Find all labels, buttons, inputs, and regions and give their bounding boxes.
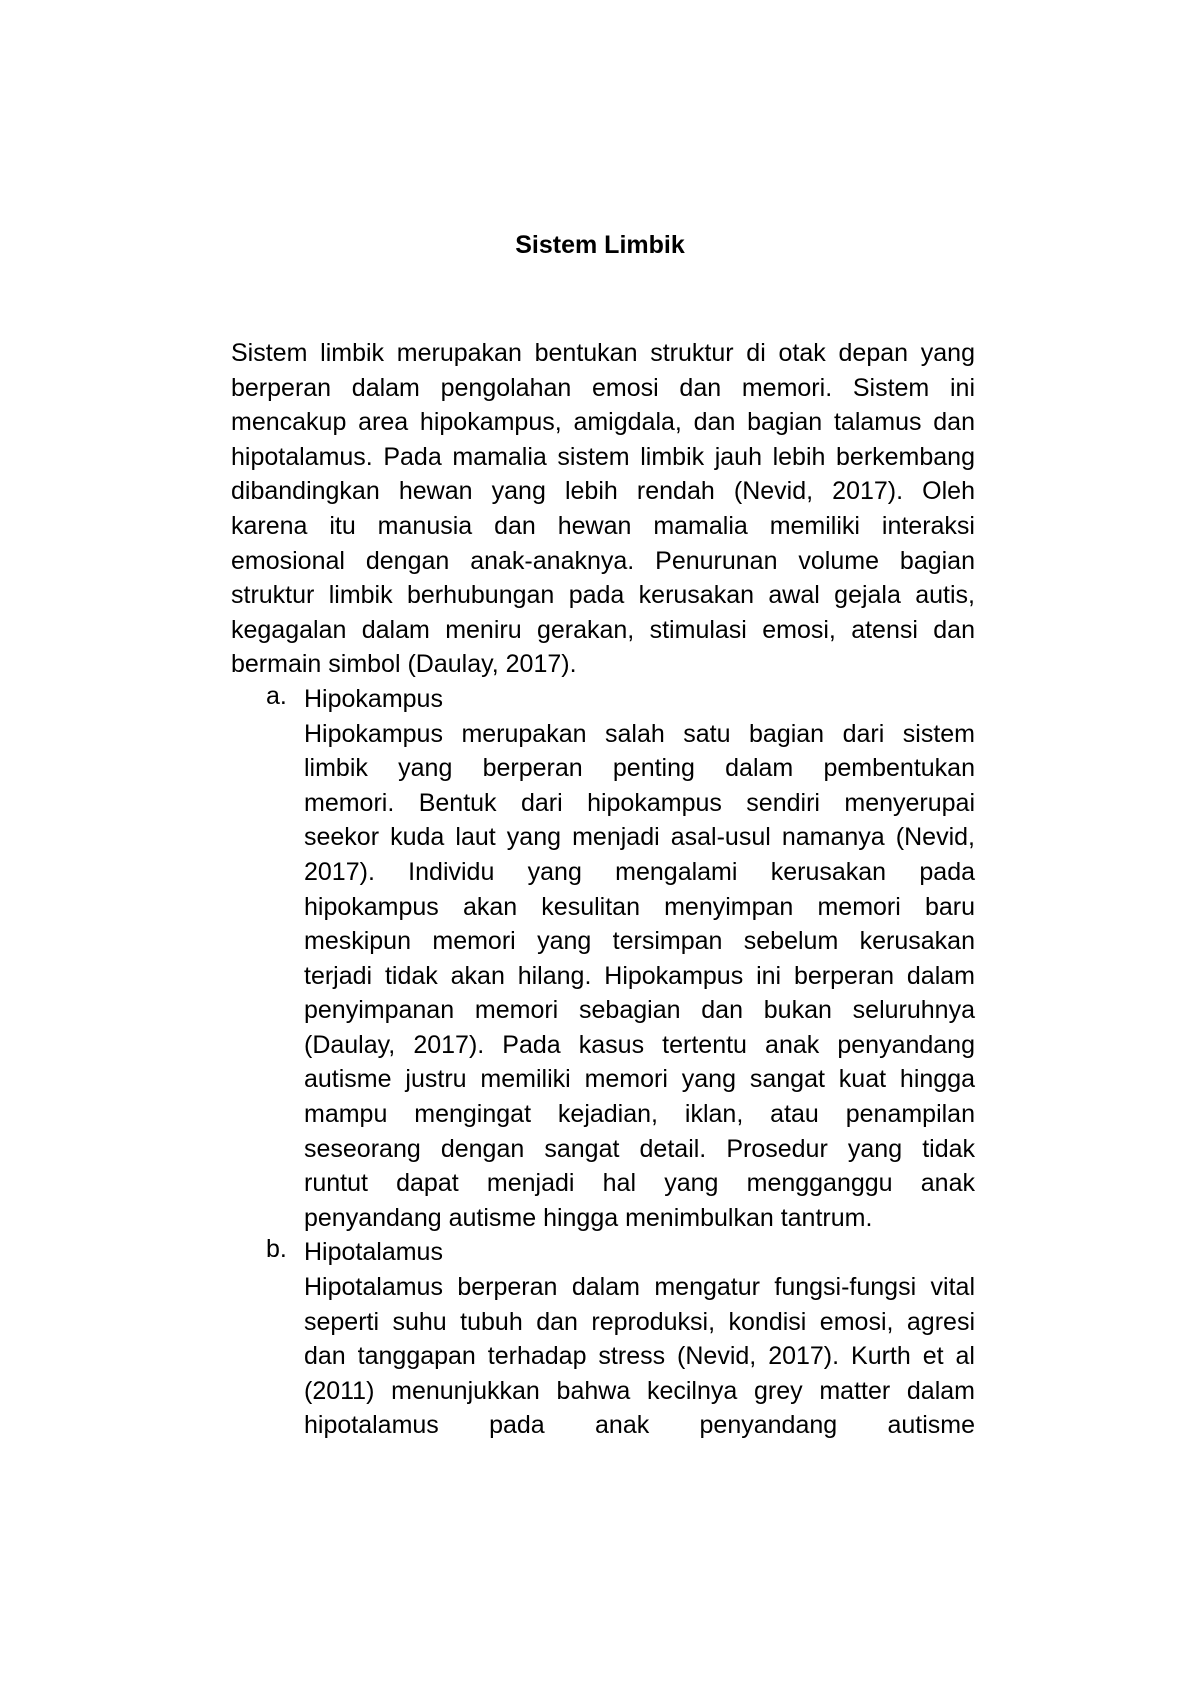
text-line: (2011) menunjukkan bahwa kecilnya grey matter dalam: [304, 1376, 975, 1405]
text-line: memori. Bentuk dari hipokampus sendiri menyerupai: [304, 788, 975, 817]
text-line: mampu mengingat kejadian, iklan, atau penampilan: [304, 1100, 975, 1129]
text-line: hipotalamus pada anak penyandang autisme: [304, 1411, 975, 1440]
text-line: mencakup area hipokampus, amigdala, dan bagian talamus dan: [231, 408, 975, 437]
text-line: struktur limbik berhubungan pada kerusakan awal gejala autis,: [231, 581, 975, 610]
text-line: terjadi tidak akan hilang. Hipokampus ini berperan dalam: [304, 961, 975, 990]
text-line: hipokampus akan kesulitan menyimpan memori baru: [304, 892, 975, 921]
text-line: penyimpanan memori sebagian dan bukan seluruhnya: [304, 996, 975, 1025]
text-line: 2017). Individu yang mengalami kerusakan pada: [304, 857, 975, 886]
text-line: berperan dalam pengolahan emosi dan memori. Sistem ini: [231, 373, 975, 402]
text-line: dibandingkan hewan yang lebih rendah (Nevid, 2017). Oleh: [231, 477, 975, 506]
text-line: (Daulay, 2017). Pada kasus tertentu anak penyandang: [304, 1030, 975, 1059]
text-line: limbik yang berperan penting dalam pembentukan: [304, 754, 975, 783]
text-line: seekor kuda laut yang menjadi asal-usul namanya (Nevid,: [304, 823, 975, 852]
text-line: autisme justru memiliki memori yang sangat kuat hingga: [304, 1065, 975, 1094]
list-item-hipotalamus: [231, 1235, 975, 1443]
text-line: seseorang dengan sangat detail. Prosedur yang tidak: [304, 1134, 975, 1163]
text-line: hipotalamus. Pada mamalia sistem limbik jauh lebih berkembang: [231, 442, 975, 471]
text-line: dan tanggapan terhadap stress (Nevid, 2017). Kurth et al: [304, 1342, 975, 1371]
text-line: kegagalan dalam meniru gerakan, stimulasi emosi, atensi dan: [231, 615, 975, 644]
page-title: Sistem Limbik: [515, 231, 685, 259]
text-line: runtut dapat menjadi hal yang mengganggu anak: [304, 1169, 975, 1198]
body-text: [231, 336, 975, 1443]
text-line: Sistem limbik merupakan bentukan struktur di otak depan yang: [231, 339, 975, 367]
text-line: meskipun memori yang tersimpan sebelum kerusakan: [304, 927, 975, 956]
text-line: seperti suhu tubuh dan reproduksi, kondisi emosi, agresi: [304, 1307, 975, 1336]
section-heading: Hipokampus: [304, 684, 443, 713]
text-line: emosional dengan anak-anaknya. Penurunan volume bagian: [231, 546, 975, 575]
text-line: karena itu manusia dan hewan mamalia memiliki interaksi: [231, 511, 975, 540]
text-line: Hipokampus merupakan salah satu bagian dari sistem: [304, 719, 975, 748]
text-line: Hipotalamus berperan dalam mengatur fungsi-fungsi vital: [304, 1273, 975, 1302]
list-item-hipokampus: [231, 682, 975, 1236]
section-heading: Hipotalamus: [304, 1238, 443, 1267]
list-marker: a.: [266, 681, 287, 710]
list-marker: b.: [266, 1235, 287, 1264]
text-line: penyandang autisme hingga menimbulkan tantrum.: [304, 1203, 873, 1232]
text-line: bermain simbol (Daulay, 2017).: [231, 650, 577, 679]
intro-paragraph: [231, 336, 975, 682]
